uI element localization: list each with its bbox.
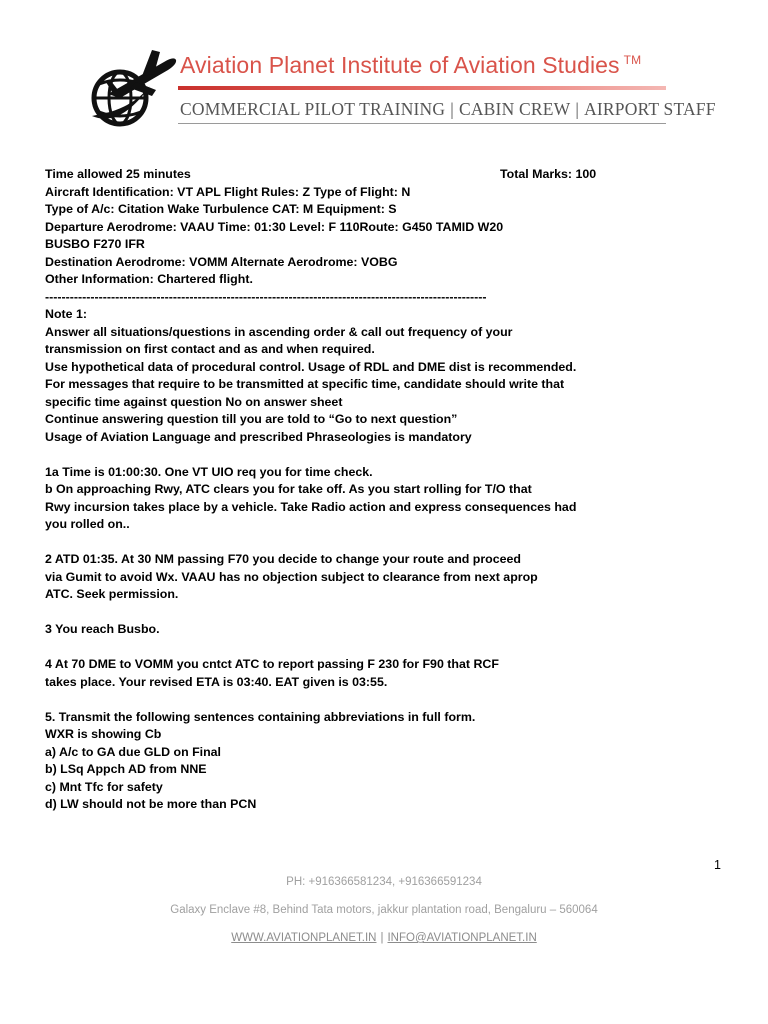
blank-line <box>45 604 645 622</box>
text-line: 4 At 70 DME to VOMM you cntct ATC to report passing F 230 for F90 that RCF <box>45 657 499 671</box>
text-line: For messages that require to be transmitted at specific time, candidate should write that <box>45 377 565 391</box>
text-line: Answer all situations/questions in ascending order & call out frequency of your <box>45 324 513 339</box>
text-line: Usage of Aviation Language and prescribed Phraseologies is mandatory <box>45 429 472 444</box>
blank-line <box>45 534 645 552</box>
tagline-item-airport-staff: AIRPORT STAFF <box>584 99 716 119</box>
blank-line <box>45 639 645 657</box>
text-line: 5. Transmit the following sentences containing abbreviations in full form. <box>45 709 476 724</box>
tagline <box>180 99 716 120</box>
page-number: 1 <box>714 858 721 872</box>
text-line: Other Information: Chartered flight. <box>45 272 253 286</box>
text-line: Aircraft Identification: VT APL Flight Rules: Z Type of Flight: N <box>45 184 411 199</box>
header-red-rule <box>178 86 666 90</box>
text-line: b On approaching Rwy, ATC clears you for take off. As you start rolling for T/O that <box>45 482 532 496</box>
text-line: ATC. Seek permission. <box>45 587 179 601</box>
text-line: 1a Time is 01:00:30. One VT UIO req you for time check. <box>45 464 373 479</box>
text-line: d) LW should not be more than PCN <box>45 797 257 811</box>
text-line: 3 You reach Busbo. <box>45 622 160 636</box>
text-line: Departure Aerodrome: VAAU Time: 01:30 Level: F 110Route: G450 TAMID W20 <box>45 219 504 234</box>
footer-separator: | <box>380 932 384 944</box>
time-allowed: Time allowed 25 minutes <box>45 167 191 181</box>
blank-line <box>45 446 645 464</box>
institute-name: Aviation Planet Institute of Aviation Studies ™ <box>180 52 642 78</box>
text-line: transmission on first contact and as and when required. <box>45 342 375 356</box>
exam-text <box>45 184 645 814</box>
text-line: you rolled on.. <box>45 517 130 531</box>
text-line: a) A/c to GA due GLD on Final <box>45 744 221 759</box>
exam-info-row <box>45 166 645 184</box>
airplane-globe-logo <box>90 46 180 130</box>
letterhead <box>0 0 768 140</box>
header-grey-rule <box>178 123 666 124</box>
text-line: Type of A/c: Citation Wake Turbulence CAT: M Equipment: S <box>45 202 397 216</box>
text-line: Use hypothetical data of procedural control. Usage of RDL and DME dist is recommended. <box>45 359 577 374</box>
text-line: specific time against question No on answer sheet <box>45 394 343 409</box>
footer-address: Galaxy Enclave #8, Behind Tata motors, jakkur plantation road, Bengaluru – 560064 <box>170 904 598 916</box>
text-line: BUSBO F270 IFR <box>45 237 145 251</box>
trademark-symbol: TM <box>623 53 642 68</box>
email-link[interactable]: INFO@AVIATIONPLANET.IN <box>387 932 537 944</box>
tagline-separator: | <box>575 99 580 119</box>
footer-links <box>0 932 768 944</box>
text-line: via Gumit to avoid Wx. VAAU has no objection subject to clearance from next aprop <box>45 569 538 584</box>
text-line: Destination Aerodrome: VOMM Alternate Aerodrome: VOBG <box>45 254 398 269</box>
text-line: c) Mnt Tfc for safety <box>45 779 163 794</box>
text-line: ----------------------------------------------------------------------------------------------------------- <box>45 289 487 304</box>
tagline-item-cabin-crew: CABIN CREW <box>458 99 571 119</box>
tagline-separator: | <box>450 99 454 119</box>
blank-line <box>45 691 645 709</box>
footer-phone: PH: +916366581234, +916366591234 <box>286 876 482 888</box>
text-line: b) LSq Appch AD from NNE <box>45 762 207 776</box>
total-marks: Total Marks: 100 <box>500 167 597 181</box>
website-link[interactable]: WWW.AVIATIONPLANET.IN <box>231 932 377 944</box>
text-line: takes place. Your revised ETA is 03:40. EAT given is 03:55. <box>45 674 388 689</box>
exam-body <box>45 166 645 814</box>
tagline-item-pilot-training: COMMERCIAL PILOT TRAINING <box>180 99 446 119</box>
text-line: 2 ATD 01:35. At 30 NM passing F70 you decide to change your route and proceed <box>45 552 521 566</box>
text-line: Note 1: <box>45 307 87 321</box>
text-line: WXR is showing Cb <box>45 727 162 741</box>
text-line: Continue answering question till you are told to “Go to next question” <box>45 412 458 426</box>
text-line: Rwy incursion takes place by a vehicle. Take Radio action and express consequences had <box>45 499 577 514</box>
